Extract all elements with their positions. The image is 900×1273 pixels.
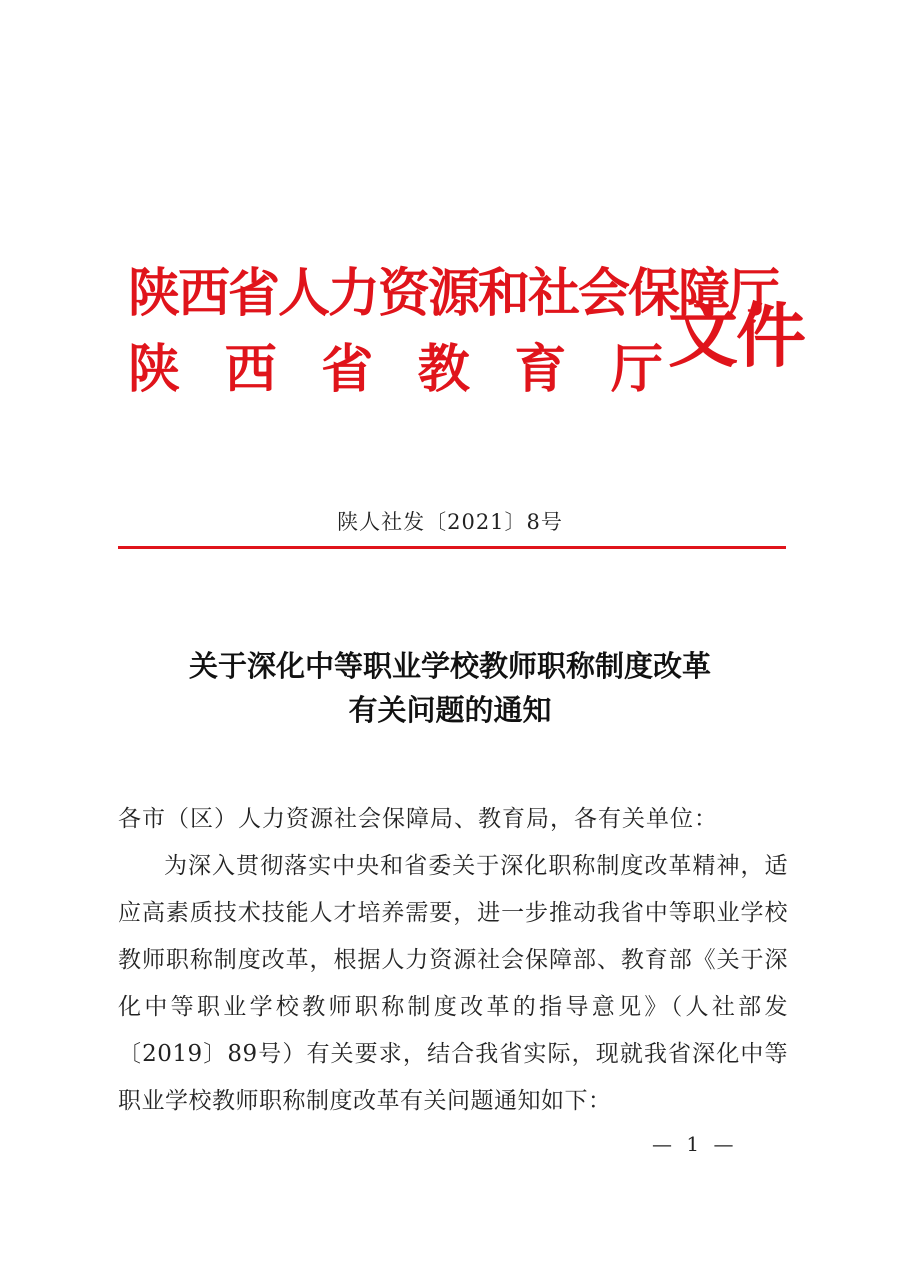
issuer-line-hrss: 陕西省人力资源和社会保障厅 (128, 263, 779, 324)
issuer-char: 陕 (128, 339, 181, 400)
issuer-line-education (128, 338, 663, 402)
red-divider (118, 546, 786, 549)
page-number: — 1 — (652, 1132, 738, 1156)
issuer-char: 育 (514, 339, 567, 400)
issuer-char: 教 (417, 339, 470, 400)
document-label: 文件 (668, 294, 804, 377)
document-title (0, 644, 900, 732)
issuer-char: 厅 (610, 339, 663, 400)
issuer-char: 省 (321, 339, 374, 400)
salutation: 各市（区）人力资源社会保障局、教育局，各有关单位： (118, 806, 718, 832)
document-body (118, 796, 788, 1125)
body-paragraph: 为深入贯彻落实中央和省委关于深化职称制度改革精神，适应高素质技术技能人才培养需要，进一步推动我省中等职业学校教师职称制度改革，根据人力资源社会保障部、教育部《关于深化中等职业学校教师职称制度改革的指导意见》（人社部发〔2019〕89号）有关要求，结合我省实际，现就我省深化中等职业学校教师职称制度改革有关问题通知如下： (118, 853, 788, 1114)
title-line-1: 关于深化中等职业学校教师职称制度改革 (188, 649, 711, 683)
title-line-2: 有关问题的通知 (348, 693, 552, 727)
issuer-char: 西 (224, 339, 277, 400)
document-number: 陕人社发〔2021〕8号 (337, 510, 563, 534)
